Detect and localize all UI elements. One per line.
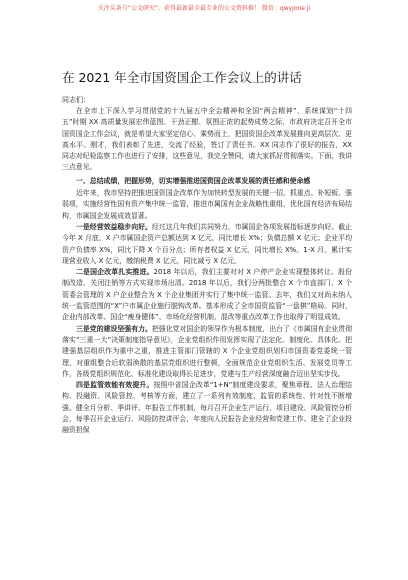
point-text: 按照中省国企改革“1+N”制度建设要求，聚焦章程、法人治理结构、投融资、风险管控、考核等方面，建立了一系列有效制度，监管的系统性、针对性不断增强。健全月分析、季讲评、年报告工作机制，每月召开企业生产运行、项目建设、风险管控分析会，每季召开企业运行、风险防控讲评会，年度向人民报告企业经营和党建工作。建全了企业投融资担保 — [62, 381, 353, 435]
promo-banner-text: 关注头条号“公文研究”，获得最新最全最专业的公文资料推！ 微信：qwyjone.ji — [97, 5, 311, 12]
paragraph-point-2 — [62, 267, 352, 323]
point-lead: 二是国企改革扎实推进。 — [76, 268, 154, 277]
greeting: 同志们： — [62, 96, 90, 104]
point-lead: 四是监管效能有效提升。 — [76, 381, 154, 390]
point-lead: 一是经营效益稳步向好。 — [76, 222, 152, 231]
point-text: 经过这几年我们共同努力，市属国企各项发展指标逐步向好。截止今年 X 月底，X 户市属国企资产总额达到 X 亿元，同比增长 X%；负债总额 X 亿元；企业平均资产负债率 X%，同比下降 X 个百分点；所有者权益 X 亿元，同比增长 X%。1-X 月，累计实现营业收入 X 亿元，缴纳税费 X 亿元，同比减亏 X 亿元。 — [62, 222, 353, 265]
point-text: 把强化党对国企的领导作为根本制度，出台了《市属国有企业贯彻落实“三重一大”决策制度指导意见》，企业党组织作用发挥实现了法定化、制度化、具体化。把建强基层组织作为重中之重，推进主管部门管辖的 X 个企业党组织划归市国资委党委统一管理，对重组整合后软弱涣散的基层党组织进行整顿，全面规范企业党组织生活、发展党员等工作，各级党组织规范化、标准化建设取得长足进步，党建与生产经营深度融合迈出坚实步伐。 — [62, 324, 353, 378]
paragraph-point-3 — [62, 324, 352, 380]
section-heading: 一、总结成绩，把握形势，切实增强推进国资国企改革发展的责任感和使命感 — [76, 176, 311, 185]
document-title: 在 2021 年全市国资国企工作会议上的讲话 — [62, 70, 302, 85]
point-lead: 三是党的建设坚强有力。 — [76, 324, 152, 333]
paragraph-overview: 近年来，我市坚持把推进国资国企改革作为加快转型发展的关键一招，抓重点、补短板、强弱项，实施经营性国有资产集中统一监管，推进市属国有企业战略性重组，优化国有经济布局结构，市属国企发展成效显著。 — [62, 189, 352, 220]
point-text: 2018 年以后，我们主要对对 X 户停产企业实现整体转让、股份制改造、关闭注销等方式实现市场出清。2018 年以后，我们分两批整合 X 个市直部门、X 个管委会管理的 X 户企业整合为 X 个企业集团并实行了集中统一监管。去年，我们又对尚未纳入统一监管范围的“X”户市属企业施行脱钩改革。基本形成了全市国资监管“一盘棋”格局。同时，企业内部改革、国企“瘦身健体”、市场化经营机制、混改等重点改革工作也取得了明显成效。 — [62, 268, 353, 322]
document-body — [62, 106, 352, 437]
promo-banner — [0, 0, 408, 44]
paragraph-point-1 — [62, 222, 352, 267]
paragraph-point-4 — [62, 380, 352, 436]
paragraph-intro: 在全市上下深入学习贯彻党的十九届五中全会精神和全国“两会精神”，系统谋划“十四五”时期 XX 高质量发展宏伟蓝图、干劲正酣、氛围正浓的起势成势之际，市政府决定召开全市国资国企工作会议，就是希望大家坚定信心、乘势而上，把国资国企改革发展推向更高层次、更高水平。刚才，我们表彰了先进，交流了经验，签订了责任书。XX 同志作了很好的报告，XX 同志对纪检监察工作也进行了安排，这些意见，我完全赞同，请大家抓好贯彻落实。下面，我讲三点意见。 — [62, 107, 352, 172]
